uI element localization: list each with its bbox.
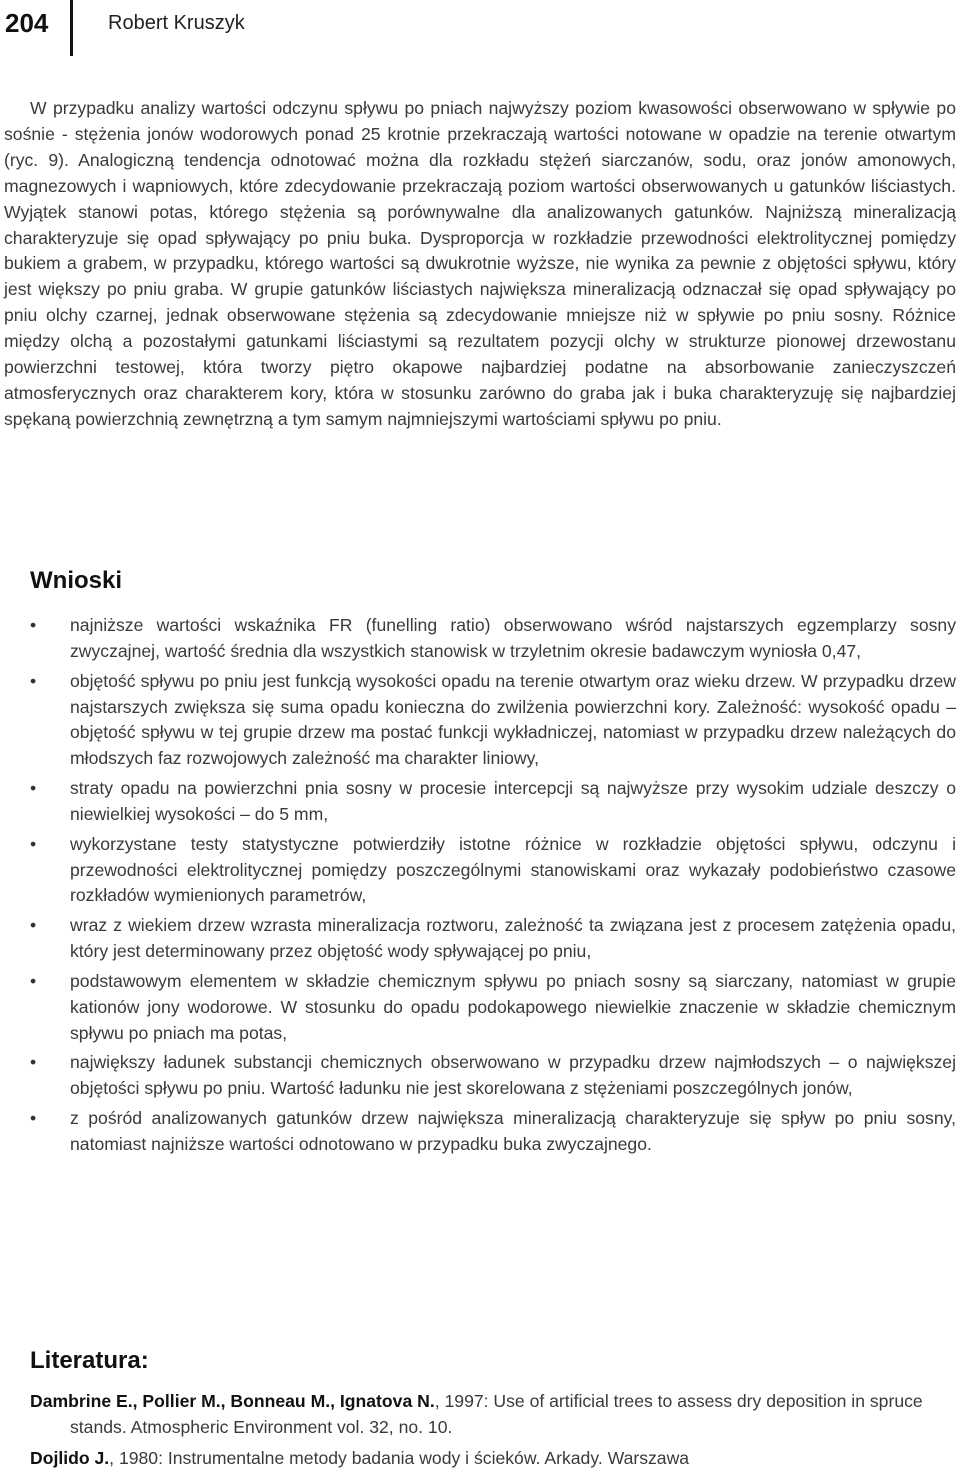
- list-item-text: podstawowym elementem w składzie chemicznym spływu po pniach sosny są siarczany, natomiast w grupie kationów jony wodorowe. W stosunku do opadu podokapowego niewielkie znaczenie w składzie chemicznym spływu po pniach ma potas,: [70, 970, 956, 1043]
- list-item: [0, 669, 956, 773]
- page-header: [0, 0, 960, 56]
- bullet-icon: •: [30, 833, 37, 854]
- section-title-conclusions: Wnioski: [30, 567, 123, 594]
- bullet-icon: •: [30, 778, 37, 799]
- list-item: [0, 969, 956, 1047]
- bullet-icon: •: [30, 915, 37, 936]
- bullet-icon: •: [30, 615, 37, 635]
- body-paragraph-text: W przypadku analizy wartości odczynu spływu po pniach najwyższy poziom kwasowości obserwowano w spływie po sośnie - stężenia jonów wodorowych ponad 25 krotnie przekraczają wartości notowane w opadzie na terenie otwartym (ryc. 9). Analogiczną tendencja odnotować można dla rozkładu stężeń siarczanów, sodu, oraz jonów amonowych, magnezowych i wapniowych, które zdecydowanie przekraczają poziom wartości obserwowanych u gatunków liściastych. Wyjątek stanowi potas, którego stężenia są porównywalne dla analizowanych gatunków. Najniższą mineralizacją charakteryzuje się opad spływający po pniu buka. Dysproporcja w rozkładzie przewodności elektrolitycznej pomiędzy bukiem a grabem, w przypadku, którego wartości są dwukrotnie wyższe, nie wynika za pewnie z objętości spływu, który jest większy po pniu graba. W grupie gatunków liściastych największa mineralizacją odznaczał się opad spływający po pniu olchy czarnej, jednak obserwowane stężenia są zdecydowanie mniejsze niż w spływie po pniu sosny. Różnice między olchą a pozostałymi gatunkami liściastymi są rezultatem pozycji olchy w strukturze pionowej drzewostanu powierzchni testowej, która tworzy piętro okapowe najbardziej podatne na absorbowanie zanieczyszczeń atmosferycznych oraz charakterem kory, która w stosunku zarówno do graba jak i buka charakteryzuję się najbardziej spękaną powierzchnią zewnętrzną a tym samym najmniejszymi wartościami spływu po pniu.: [4, 98, 956, 429]
- bullet-icon: •: [30, 1107, 37, 1128]
- list-item-text: z pośród analizowanych gatunków drzew największa mineralizacją charakteryzuje się spływ po pniu sosny, natomiast najniższe wartości odnotowano w przypadku buka zwyczajnego.: [70, 1107, 956, 1154]
- list-item-text: wraz z wiekiem drzew wzrasta mineralizacja roztworu, zależność ta związana jest z procesem zatężenia opadu, który jest determinowany przez objętość wody spływającej po pniu,: [70, 915, 956, 962]
- reference-text: , 1997: Use of artificial trees to assess dry deposition in spruce stands. Atmospheric Environment vol. 32, no. 10.: [70, 1391, 923, 1437]
- reference-text: , 1980: Instrumentalne metody badania wody i ścieków. Arkady. Warszawa: [109, 1447, 690, 1468]
- conclusions-list: [0, 613, 956, 1162]
- reference-authors: Dojlido J.: [30, 1447, 110, 1468]
- bullet-icon: •: [30, 970, 37, 991]
- page-number: 204: [5, 8, 49, 38]
- reference-authors: Dambrine E., Pollier M., Bonneau M., Ignatova N.: [30, 1391, 435, 1411]
- bullet-icon: •: [30, 670, 37, 691]
- bullet-icon: •: [30, 1052, 37, 1073]
- reference-list: [0, 1389, 956, 1477]
- header-divider: [70, 0, 73, 56]
- list-item-text: straty opadu na powierzchni pnia sosny w procesie intercepcji są najwyższe przy wysokim udziale deszczy o niewielkiej wysokości – do 5 mm,: [70, 778, 956, 824]
- list-item: [0, 613, 956, 665]
- reference-entry: [0, 1446, 956, 1472]
- list-item: [0, 1050, 956, 1102]
- list-item: [0, 832, 956, 910]
- body-paragraph: [4, 96, 956, 433]
- list-item: [0, 1106, 956, 1158]
- reference-entry: [0, 1389, 956, 1441]
- section-title-literature: Literatura:: [30, 1347, 149, 1374]
- list-item-text: wykorzystane testy statystyczne potwierdziły istotne różnice w rozkładzie objętości spływu, odczynu i przewodności elektrolitycznej pomiędzy poszczególnymi stanowiskami oraz wykazały podobieństwo czasowe rozkładów wymienionych parametrów,: [70, 833, 956, 906]
- list-item-text: największy ładunek substancji chemicznych obserwowano w przypadku drzew najmłodszych – o największej objętości spływu po pniu. Wartość ładunku nie jest skorelowana z stężeniami poszczególnych jonów,: [70, 1052, 956, 1099]
- list-item: [0, 913, 956, 965]
- list-item-text: najniższe wartości wskaźnika FR (funelling ratio) obserwowano wśród najstarszych egzemplarzy sosny zwyczajnej, wartość średnia dla wszystkich stanowisk w trzyletnim okresie badawczym wyniosła 0,47,: [70, 615, 956, 661]
- list-item: [0, 776, 956, 828]
- running-head-author: Robert Kruszyk: [108, 12, 245, 34]
- list-item-text: objętość spływu po pniu jest funkcją wysokości opadu na terenie otwartym oraz wieku drzew. W przypadku drzew najstarszych zwiększa się suma opadu konieczna do zwilżenia powierzchni kory. Zależność: wysokość opadu – objętość spływu w tej grupie drzew ma postać funkcji wykładniczej, natomiast w przypadku drzew należących do młodszych faz rozwojowych zależność ma charakter liniowy,: [70, 670, 956, 769]
